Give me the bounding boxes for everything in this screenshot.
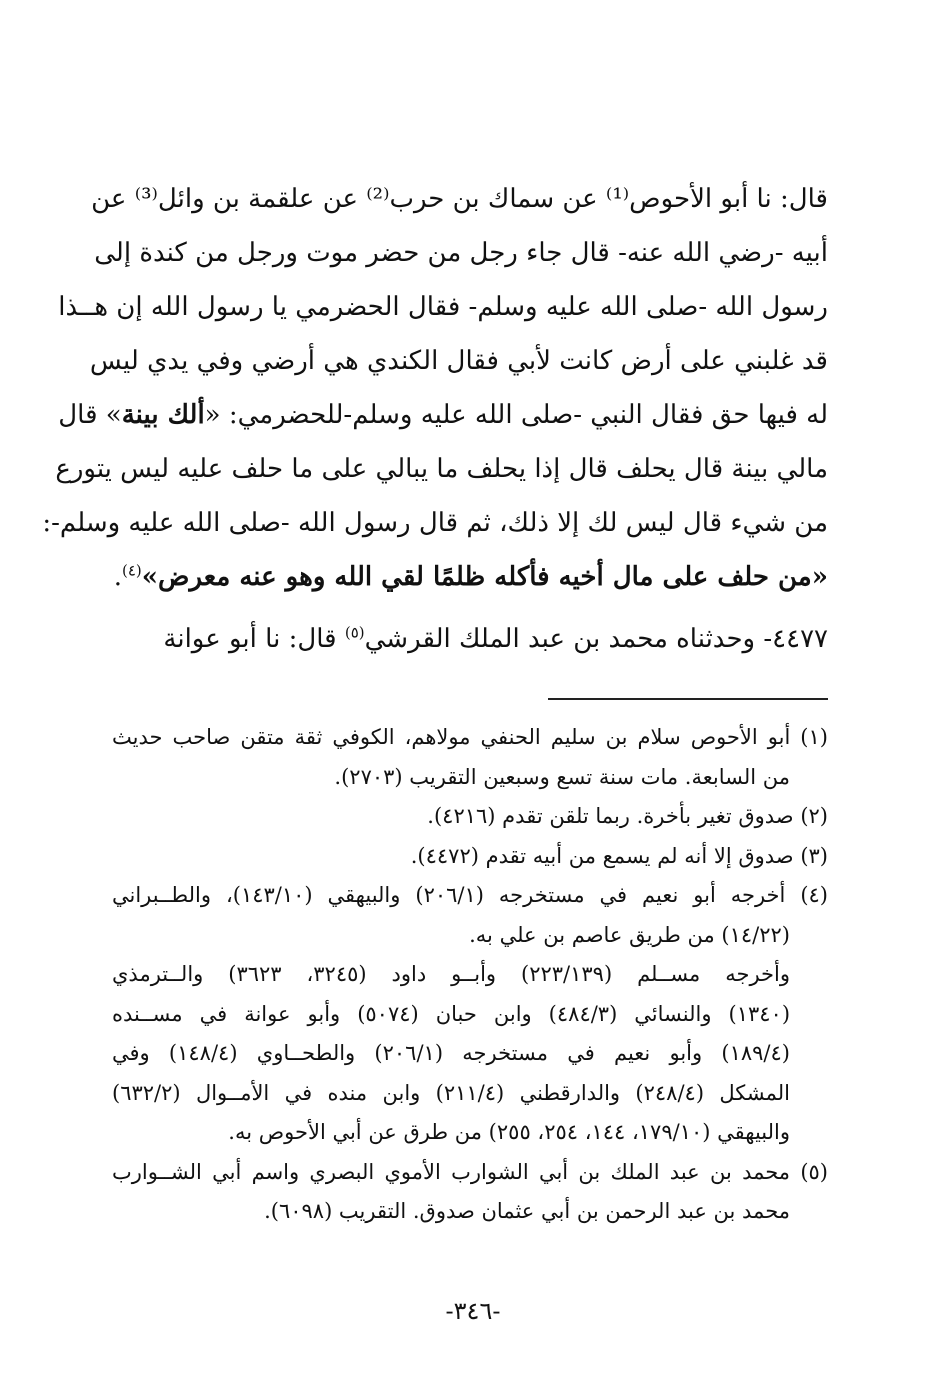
text-line [58,388,828,442]
footnote-line: (٢) صدوق تغير بأخرة. ربما تلقن تقدم (٤٢١٦). [427,804,828,828]
text-line [112,550,828,604]
hadith-number-line [112,612,828,666]
footnote-line: المشكل (٢٤٨/٤) والدارقطني (٢١١/٤) وابن منده في الأمــوال (٦٣٢/٢) [112,1080,790,1105]
footnote-line: من السابعة. مات سنة تسع وسبعين التقريب (٢٧٠٣). [334,764,790,789]
footnote-line: (١٣٤٠) والنسائي (٤٨٤/٣) وابن حبان (٥٠٧٤) وأبو عوانة في مســنده [112,1001,791,1026]
footnote-line: (٥) محمد بن عبد الملك بن أبي الشوارب الأموي البصري واسم أبي الشــوارب [112,1159,828,1184]
text-line: قد غلبني على أرض كانت لأبي فقال الكندي هي أرضي وفي يدي ليس [89,346,828,376]
hadith-quote: «من حلف على مال أخيه فأكله ظلمًا لقي الله وهو عنه معرض» [141,562,828,592]
text-segment: » قال [58,400,122,430]
text-line: من شيء قال ليس لك إلا ذلك، ثم قال رسول الله -صلى الله عليه وسلم-: [42,508,828,538]
footnote-line: (٣) صدوق إلا أنه لم يسمع من أبيه تقدم (٤٤٧٢). [410,843,828,868]
text-segment: ٤٤٧٧- وحدثناه محمد بن عبد الملك القرشي [364,624,828,654]
footnotes [112,718,828,1232]
footnote-line: محمد بن عبد الرحمن بن أبي عثمان صدوق. التقريب (٦٠٩٨). [264,1199,790,1223]
main-text [42,172,828,666]
footnote-line: (١٤/٢٢) من طريق عاصم بن علي به. [469,922,790,947]
footnote-line: (٤) أخرجه أبو نعيم في مستخرجه (٢٠٦/١) والبيهقي (١٤٣/١٠)، والطــبراني [112,883,828,907]
footnote-separator [548,698,828,700]
footnote-line: وأخرجه مســلم (٢٢٣/١٣٩) وأبــو داود (٣٢٤٥، ٣٦٢٣) والــترمذي [112,962,791,986]
text-line: رسول الله -صلى الله عليه وسلم- فقال الحضرمي يا رسول الله إن هــذا [58,292,828,322]
text-segment: قال: نا أبو عوانة [163,624,345,654]
footnote-line: (١٨٩/٤) وأبو نعيم في مستخرجه (٢٠٦/١) والطحــاوي (١٤٨/٤) وفي [112,1041,790,1065]
text-segment: . [113,562,122,592]
text-line: قال: نا أبو الأحوص⁽¹⁾ عن سماك بن حرب⁽²⁾ عن علقمة بن وائل⁽³⁾ عن [91,184,828,214]
bold-phrase: ألك بينة [121,400,205,430]
text-line: أبيه -رضي الله عنه- قال جاء رجل من حضر موت ورجل من كندة إلى [94,238,828,268]
footnote-line: والبيهقي (١٧٩/١٠، ١٤٤، ٢٥٤، ٢٥٥) من طرق عن أبي الأحوص به. [228,1120,790,1144]
text-segment: له فيها حق فقال النبي -صلى الله عليه وسلم-للحضرمي: « [204,400,828,430]
footnote-line: (١) أبو الأحوص سلام بن سليم الحنفي مولاهم، الكوفي ثقة متقن صاحب حديث [112,725,828,749]
footnote-marker: (٥) [344,623,365,642]
page-number: -٣٤٦- [445,1297,501,1325]
text-line: مالي بينة قال يحلف قال إذا يحلف ما يبالي على ما حلف عليه ليس يتورع [55,454,828,484]
footnote-marker: (٤) [122,561,142,580]
